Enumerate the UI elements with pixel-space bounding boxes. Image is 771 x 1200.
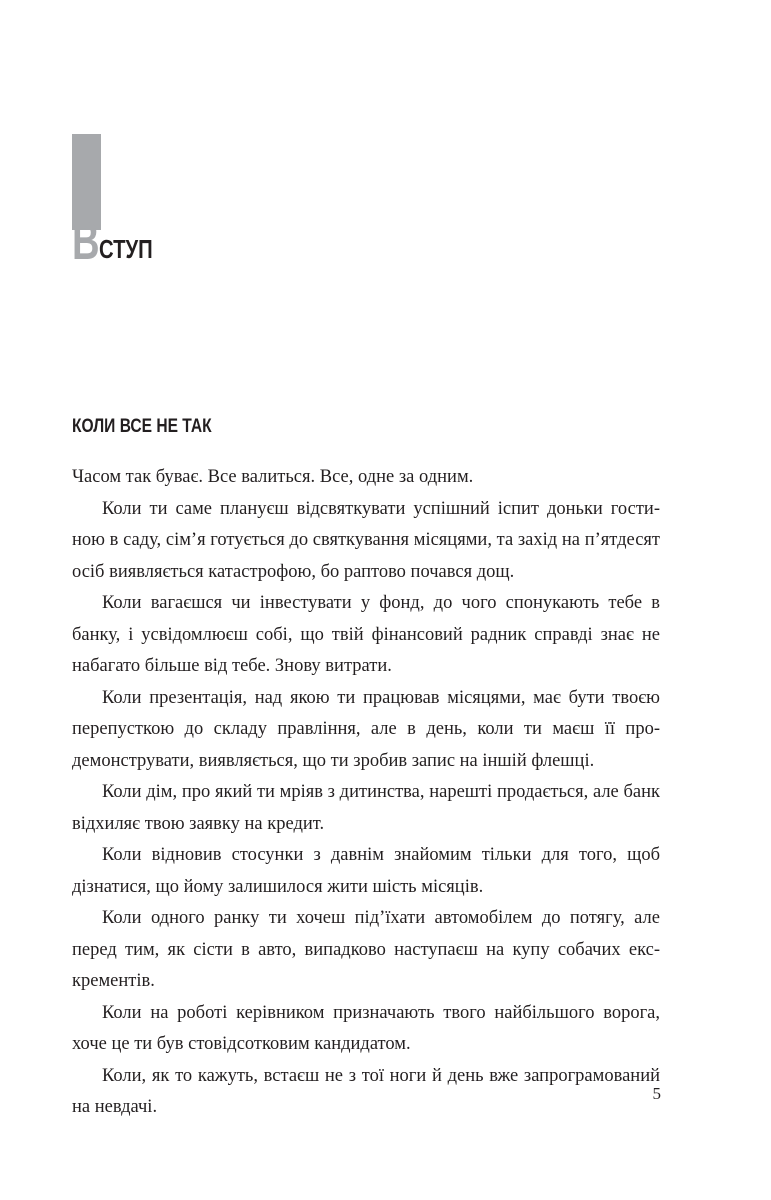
paragraph: Коли на роботі керівником призначають твого найбільшого ворога, хоче це ти був стовідсотковим кандидатом.: [72, 1002, 660, 1054]
paragraph: Коли одного ранку ти хочеш під’їхати автомобілем до потягу, але перед тим, як сісти в авто, випадково наступаєш на купу собачих екскрементів.: [72, 908, 660, 991]
paragraph: Коли вагаєшся чи інвестувати у фонд, до чого спонукають тебе в банку, і усвідомлюєш собі, що твій фінансовий радник справді знає не набагато більше від тебе. Знову витрати.: [72, 593, 660, 676]
body-text: [72, 462, 660, 1124]
section-title: КОЛИ ВСЕ НЕ ТАК: [72, 416, 212, 437]
chapter-title: [72, 212, 168, 272]
paragraph: Коли дім, про який ти мріяв з дитинства, нарешті продається, але банк відхиляє твою заявку на кредит.: [72, 782, 660, 834]
chapter-title-rest: СТУП: [99, 234, 153, 264]
chapter-drop-cap: В: [72, 212, 100, 271]
paragraph: Коли ти саме плануєш відсвяткувати успішний іспит доньки гостиною в саду, сім’я готується до святкування місяцями, та захід на п’ятдесят осіб виявляється катастрофою, бо раптово почався дощ.: [72, 498, 660, 582]
paragraph: Коли відновив стосунки з давнім знайомим тільки для того, щоб дізнатися, що йому залишилося жити шість місяців.: [72, 845, 660, 897]
page-number: 5: [652, 1084, 661, 1103]
paragraph: Коли презентація, над якою ти працював місяцями, має бути твоєю перепусткою до складу правління, але в день, коли ти маєш її продемонструвати, виявляється, що ти зробив запис на іншій флешці.: [72, 687, 660, 771]
paragraph: Часом так буває. Все валиться. Все, одне за одним.: [72, 467, 474, 487]
paragraph: Коли, як то кажуть, встаєш не з тої ноги й день вже запрограмований на невдачі.: [72, 1065, 660, 1117]
